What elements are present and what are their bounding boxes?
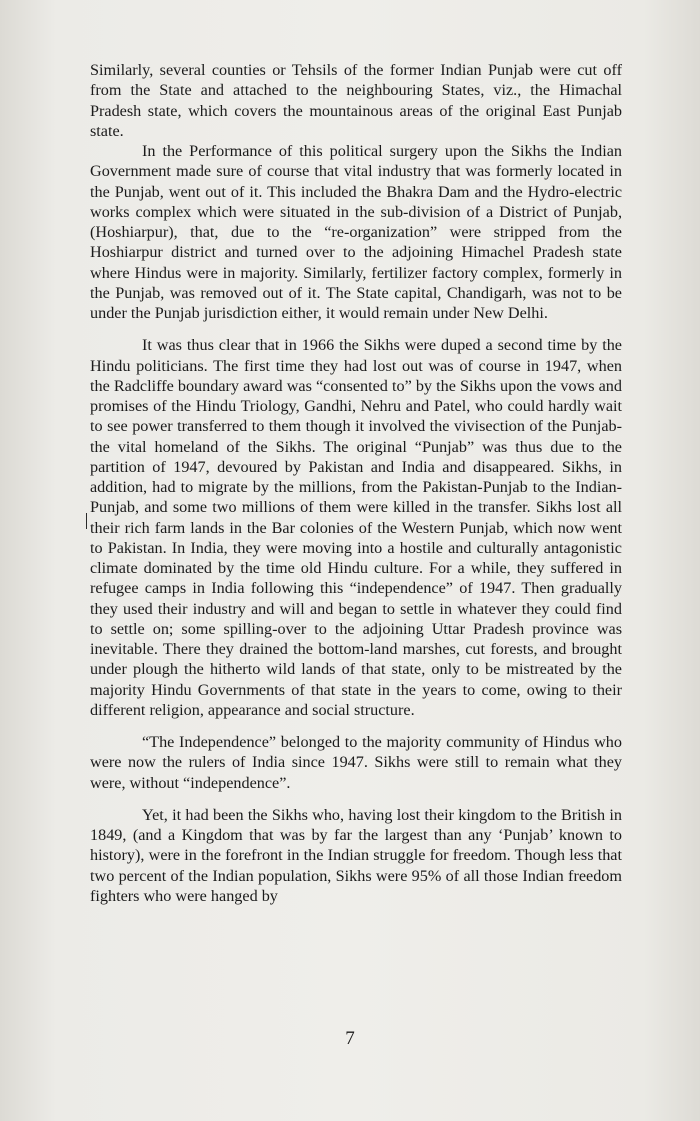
- paragraph-3: It was thus clear that in 1966 the Sikhs were duped a second time by the Hindu politicians. The first time they had lost out was of course in 1947, when the Radcliffe boundary award was “consented to” by the Sikhs upon the vows and promises of the Hindu Triology, Gandhi, Nehru and Patel, who could hardly wait to see power transferred to them though it involved the vivisection of the Punjab-the vital homeland of the Sikhs. The original “Punjab” was thus due to the partition of 1947, devoured by Pakistan and India and disappeared. Sikhs, in addition, had to migrate by the millions, from the Pakistan-Punjab to the Indian-Punjab, and some two millions of them were killed in the transfer. Sikhs lost all their rich farm lands in the Bar colonies of the Western Punjab, which now went to Pakistan. In India, they were moving into a hostile and culturally antagonistic climate dominated by the time old Hindu culture. For a while, they suffered in refugee camps in India following this “independence” of 1947. Then gradually they used their industry and will and began to settle in whatever they could find to settle on; some spilling-over to the adjoining Uttar Pradesh province was inevitable. There they drained the bottom-land marshes, cut forests, and brought under plough the hitherto wild lands of that state, only to be mistreated by the majority Hindu Governments of that state in the years to come, owing to their different religion, appearance and social structure.: [90, 336, 622, 719]
- margin-mark: [86, 513, 87, 529]
- paragraph-2: In the Performance of this political surgery upon the Sikhs the Indian Government made sure of course that vital industry that was formerly located in the Punjab, went out of it. This included the Bhakra Dam and the Hydro-electric works complex which were situated in the sub-division of a District of Punjab, (Hoshiarpur), that, due to the “re-organization” were stripped from the Hoshiarpur district and turned over to the adjoining Himachel Pradesh state where Hindus were in majority. Similarly, fertilizer factory complex, formerly in the Punjab, was removed out of it. The State capital, Chandigarh, was not to be under the Punjab jurisdiction either, it would remain under New Delhi.: [90, 142, 622, 322]
- body-text: [90, 60, 622, 906]
- paragraph-5: Yet, it had been the Sikhs who, having lost their kingdom to the British in 1849, (and a Kingdom that was by far the largest than any ‘Punjab’ known to history), were in the forefront in the Indian struggle for freedom. Though less that two percent of the Indian population, Sikhs were 95% of all those Indian freedom fighters who were hanged by: [90, 805, 622, 905]
- paragraph-4: “The Independence” belonged to the majority community of Hindus who were now the rulers of India since 1947. Sikhs were still to remain what they were, without “independence”.: [90, 733, 622, 792]
- page-number: 7: [345, 1028, 355, 1049]
- paragraph-1: Similarly, several counties or Tehsils of the former Indian Punjab were cut off from the State and attached to the neighbouring States, viz., the Himachal Pradesh state, which covers the mountainous areas of the original East Punjab state.: [90, 61, 622, 140]
